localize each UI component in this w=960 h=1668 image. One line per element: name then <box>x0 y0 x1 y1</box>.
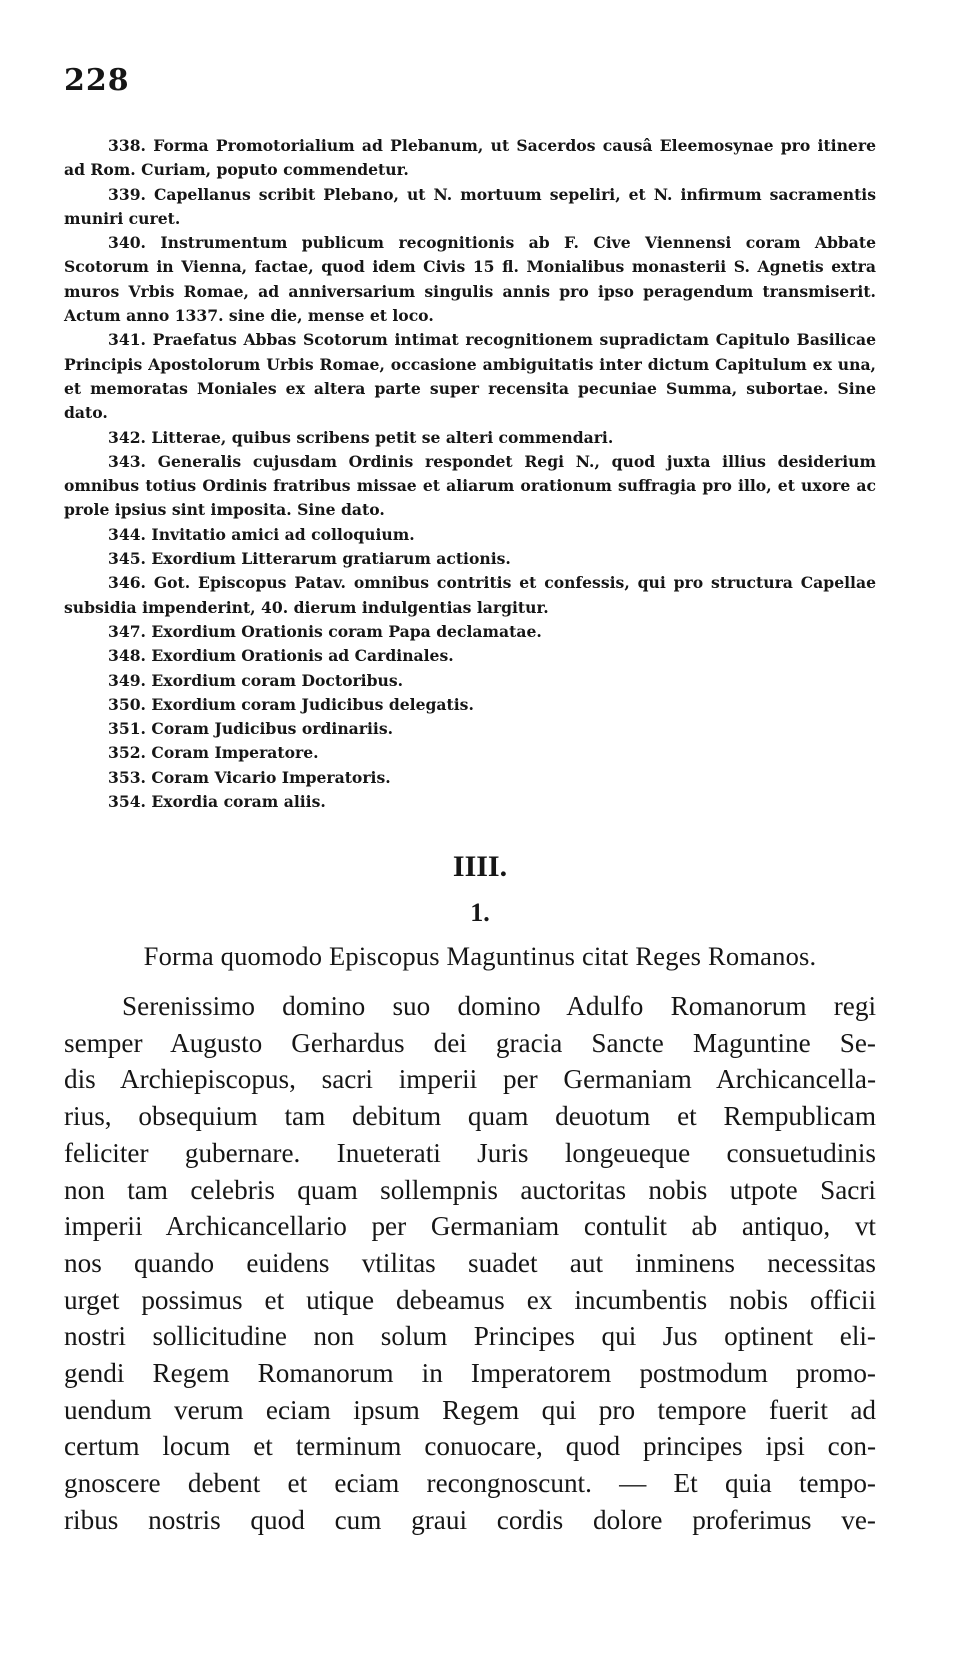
entry-342: 342. Litterae, quibus scribens petit se alteri commendari. <box>108 427 614 447</box>
entry-352: 352. Coram Imperatore. <box>108 743 319 763</box>
body-line: dis Archiepiscopus, sacri imperii per Germaniam Archicancella- <box>64 1064 876 1095</box>
body-line: gnoscere debent et eciam recongnoscunt. — Et quia tempo- <box>64 1468 876 1499</box>
body-line: Serenissimo domino suo domino Adulfo Romanorum regi <box>122 991 876 1021</box>
entry-351: 351. Coram Judicibus ordinariis. <box>108 719 394 739</box>
body-line: rius, obsequium tam debitum quam deuotum et Rempublicam <box>64 1101 876 1132</box>
entry-350: 350. Exordium coram Judicibus delegatis. <box>108 694 474 714</box>
entry-339: 339. Capellanus scribit Plebano, ut N. mortuum sepeliri, et N. infirmum sacramentis muniri curet. <box>64 184 876 228</box>
entry-353: 353. Coram Vicario Imperatoris. <box>108 767 391 787</box>
entry-341: 341. Praefatus Abbas Scotorum intimat recognitionem supradictam Capitulo Basilicae Principis Apostolorum Urbis Romae, occasione ambiguitatis inter dictum Capitulum ex una, et memoratas Moniales ex altera parte super recensita pecuniae Summa, subortae. Sine dato. <box>64 330 876 423</box>
subsection-number: 1. <box>470 898 490 927</box>
body-line: certum locum et terminum conuocare, quod principes ipsi con- <box>64 1431 876 1462</box>
document-heading: Forma quomodo Episcopus Maguntinus citat Reges Romanos. <box>143 941 817 971</box>
section-numeral: IIII. <box>452 850 508 883</box>
body-line: uendum verum eciam ipsum Regem qui pro tempore fuerit ad <box>64 1394 876 1425</box>
letter-body <box>64 988 876 1539</box>
entry-349: 349. Exordium coram Doctoribus. <box>108 670 404 690</box>
body-line: feliciter gubernare. Inueterati Juris longeueque consuetudinis <box>64 1137 876 1168</box>
body-line: semper Augusto Gerhardus dei gracia Sancte Maguntine Se- <box>64 1027 876 1058</box>
page-number: 228 <box>64 63 130 98</box>
body-line: urget possimus et utique debeamus ex incumbentis nobis officii <box>64 1284 876 1315</box>
entry-348: 348. Exordium Orationis ad Cardinales. <box>108 646 454 666</box>
body-line: gendi Regem Romanorum in Imperatorem postmodum promo- <box>64 1358 876 1389</box>
body-line: nos quando euidens vtilitas suadet aut inminens necessitas <box>64 1247 876 1278</box>
body-line: nostri sollicitudine non solum Principes qui Jus optinent eli- <box>64 1321 876 1352</box>
entry-347: 347. Exordium Orationis coram Papa declamatae. <box>108 621 542 641</box>
entry-list <box>64 134 876 814</box>
entry-344: 344. Invitatio amici ad colloquium. <box>108 524 415 544</box>
entry-343: 343. Generalis cujusdam Ordinis respondet Regi N., quod juxta illius desiderium omnibus totius Ordinis fratribus missae et aliarum orationum suffragia pro illo, et uxore ac prole ipsius sint imposita. Sine dato. <box>64 451 876 520</box>
body-line: ribus nostris quod cum graui cordis dolore proferimus ve- <box>64 1504 876 1535</box>
entry-345: 345. Exordium Litterarum gratiarum actionis. <box>108 549 511 569</box>
body-line: non tam celebris quam sollempnis auctoritas nobis utpote Sacri <box>64 1174 876 1205</box>
body-line: imperii Archicancellario per Germaniam contulit ab antiquo, vt <box>64 1211 876 1242</box>
entry-354: 354. Exordia coram aliis. <box>108 792 326 812</box>
entry-346: 346. Got. Episcopus Patav. omnibus contritis et confessis, qui pro structura Capellae subsidia impenderint, 40. dierum indulgentias largitur. <box>64 573 876 617</box>
entry-338: 338. Forma Promotorialium ad Plebanum, ut Sacerdos causâ Eleemosynae pro itinere ad Rom. Curiam, poputo commendetur. <box>64 136 876 180</box>
entry-340: 340. Instrumentum publicum recognitionis ab F. Cive Viennensi coram Abbate Scotorum in Vienna, factae, quod idem Civis 15 fl. Monialibus monasterii S. Agnetis extra muros Vrbis Romae, ad anniversarium singulis annis pro ipso peragendum transmiserit. Actum anno 1337. sine die, mense et loco. <box>64 233 876 326</box>
